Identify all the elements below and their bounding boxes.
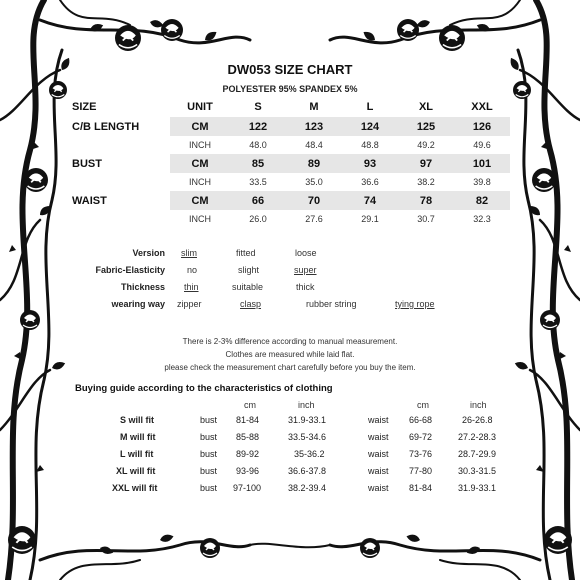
guide-value: 28.7-29.9	[458, 449, 497, 459]
attr-option: no	[187, 265, 198, 275]
value-cell: 29.1	[361, 214, 379, 224]
table-row	[70, 191, 510, 210]
attr-option: loose	[295, 248, 317, 258]
value-cell: 48.8	[361, 140, 379, 150]
guide-label: waist	[368, 466, 389, 476]
attr-option: clasp	[240, 299, 262, 309]
guide-value: 85-88	[236, 432, 260, 442]
value-cell: 33.5	[249, 177, 267, 187]
attr-label-fabric-elasticity: Fabric-Elasticity	[95, 265, 165, 275]
value-cell: 30.7	[417, 214, 435, 224]
value-cell: 97	[398, 154, 454, 173]
value-cell: 85	[230, 154, 286, 173]
attr-option: tying rope	[395, 299, 435, 309]
value-cell: 122	[230, 117, 286, 136]
unit-cell: INCH	[189, 140, 211, 150]
fabric-composition: POLYESTER 95% SPANDEX 5%	[222, 84, 358, 94]
value-cell: 123	[286, 117, 342, 136]
guide-value: 77-80	[409, 466, 433, 476]
unit-cell: CM	[170, 117, 230, 136]
value-cell: 48.4	[305, 140, 323, 150]
value-cell: 78	[398, 191, 454, 210]
value-cell: 48.0	[249, 140, 267, 150]
guide-size: L will fit	[120, 449, 154, 459]
guide-size: S will fit	[120, 415, 155, 425]
guide-value: 81-84	[409, 483, 433, 493]
column-header: inch	[470, 400, 487, 410]
buying-guide-title: Buying guide according to the characteristics of clothing	[75, 383, 333, 394]
attr-option: slight	[238, 265, 260, 275]
attr-label-wearing-way: wearing way	[111, 299, 165, 309]
column-header: XL	[418, 101, 434, 113]
column-header: cm	[244, 400, 256, 410]
attr-option: suitable	[232, 282, 264, 292]
column-header: inch	[298, 400, 315, 410]
guide-label: waist	[368, 483, 389, 493]
measurement-note: Clothes are measured while laid flat.	[225, 350, 355, 359]
value-cell: 101	[454, 154, 510, 173]
guide-label: bust	[200, 432, 218, 442]
column-header: L	[366, 101, 374, 113]
guide-value: 93-96	[236, 466, 260, 476]
table-row	[70, 154, 510, 173]
size-table-header-row	[70, 97, 510, 117]
guide-value: 81-84	[236, 415, 260, 425]
guide-value: 33.5-34.6	[288, 432, 327, 442]
value-cell: 49.2	[417, 140, 435, 150]
guide-value: 69-72	[409, 432, 433, 442]
value-cell: 125	[398, 117, 454, 136]
unit-cell: CM	[170, 191, 230, 210]
value-cell: 49.6	[473, 140, 491, 150]
unit-cell: INCH	[189, 214, 211, 224]
value-cell: 39.8	[473, 177, 491, 187]
guide-value: 36.6-37.8	[288, 466, 327, 476]
attr-option: thick	[296, 282, 315, 292]
column-header: cm	[417, 400, 429, 410]
guide-size: XXL will fit	[112, 483, 158, 493]
guide-value: 27.2-28.3	[458, 432, 497, 442]
column-header: UNIT	[187, 101, 213, 113]
value-cell: 74	[342, 191, 398, 210]
size-chart-table	[70, 97, 510, 228]
value-cell: 89	[286, 154, 342, 173]
measure-label: BUST	[70, 154, 170, 173]
value-cell: 36.6	[361, 177, 379, 187]
measurement-note: There is 2-3% difference according to manual measurement.	[182, 337, 398, 346]
attr-label-version: Version	[132, 248, 165, 258]
value-cell: 35.0	[305, 177, 323, 187]
value-cell: 27.6	[305, 214, 323, 224]
attr-option: slim	[181, 248, 197, 258]
attr-option: fitted	[236, 248, 256, 258]
guide-value: 97-100	[233, 483, 262, 493]
guide-value: 26-26.8	[462, 415, 493, 425]
guide-label: waist	[368, 415, 389, 425]
guide-label: bust	[200, 415, 218, 425]
guide-value: 73-76	[409, 449, 433, 459]
table-row	[70, 173, 510, 191]
value-cell: 70	[286, 191, 342, 210]
unit-cell: INCH	[189, 177, 211, 187]
attr-option: thin	[184, 282, 199, 292]
column-header: M	[309, 101, 319, 113]
column-header: SIZE	[72, 101, 97, 113]
guide-label: bust	[200, 466, 218, 476]
value-cell: 32.3	[473, 214, 491, 224]
guide-value: 38.2-39.4	[288, 483, 327, 493]
attr-option: rubber string	[306, 299, 357, 309]
guide-value: 31.9-33.1	[288, 415, 327, 425]
attr-option: super	[294, 265, 317, 275]
measure-label: WAIST	[70, 191, 170, 210]
value-cell: 82	[454, 191, 510, 210]
attr-option: zipper	[177, 299, 202, 309]
guide-label: bust	[200, 449, 218, 459]
table-row	[70, 210, 510, 228]
measure-label: C/B LENGTH	[70, 117, 170, 136]
attr-label-thickness: Thickness	[120, 282, 165, 292]
value-cell: 93	[342, 154, 398, 173]
value-cell: 126	[454, 117, 510, 136]
value-cell: 66	[230, 191, 286, 210]
guide-value: 66-68	[409, 415, 433, 425]
measurement-note: please check the measurement chart carefully before you buy the item.	[164, 363, 416, 372]
guide-size: M will fit	[120, 432, 156, 442]
unit-cell: CM	[170, 154, 230, 173]
guide-label: waist	[368, 449, 389, 459]
guide-value: 89-92	[236, 449, 260, 459]
page-title: DW053 SIZE CHART	[227, 62, 353, 77]
column-header: S	[254, 101, 262, 113]
value-cell: 124	[342, 117, 398, 136]
guide-value: 31.9-33.1	[458, 483, 497, 493]
guide-value: 30.3-31.5	[458, 466, 497, 476]
table-row	[70, 117, 510, 136]
guide-label: bust	[200, 483, 218, 493]
guide-value: 35-36.2	[294, 449, 325, 459]
value-cell: 38.2	[417, 177, 435, 187]
guide-label: waist	[368, 432, 389, 442]
column-header: XXL	[471, 101, 493, 113]
table-row	[70, 136, 510, 154]
guide-size: XL will fit	[116, 466, 156, 476]
value-cell: 26.0	[249, 214, 267, 224]
